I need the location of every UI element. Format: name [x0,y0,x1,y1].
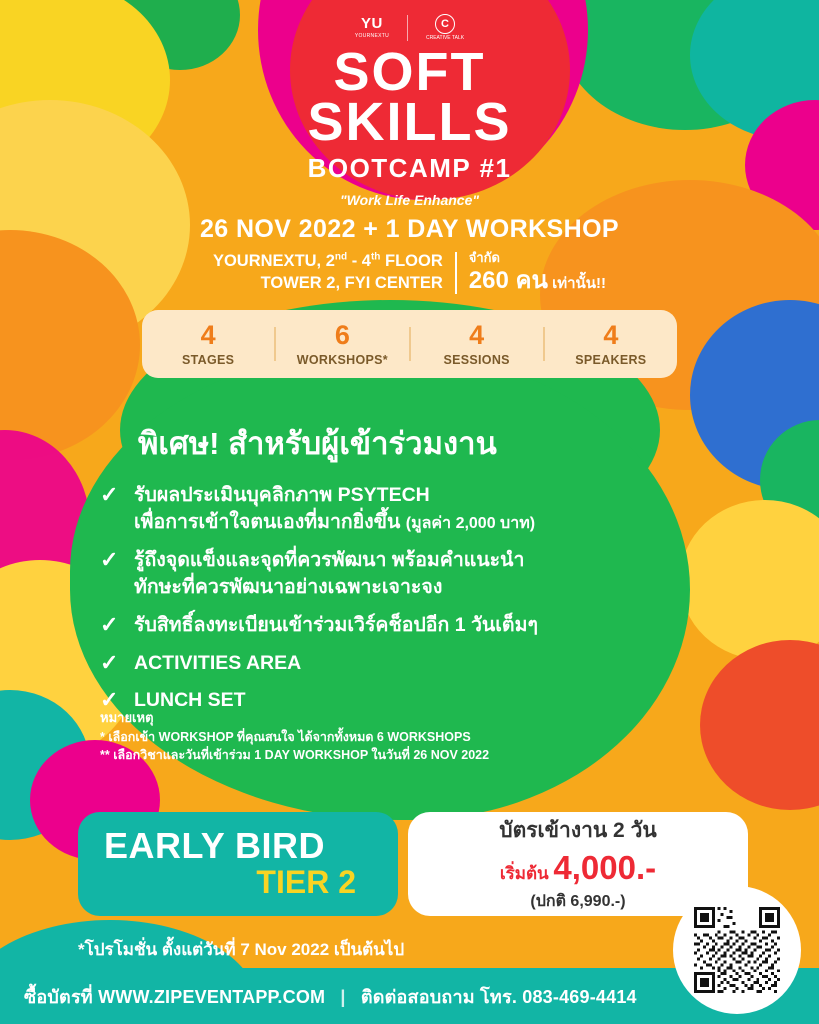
benefit-line-1: รู้ถึงจุดแข็งและจุดที่ควรพัฒนา พร้อมคำแนะนำ [134,548,525,571]
list-item [100,612,819,639]
stat-workshops-number: 6 [334,319,350,350]
venue-line-1: YOURNEXTU, 2nd - 4th FLOOR [212,251,443,270]
benefit-line-2: ทักษะที่ควรพัฒนาอย่างเฉพาะเจาะจง [134,575,443,598]
stat-stages-label: STAGES [181,352,235,367]
title-line-1: SOFT [333,42,486,102]
footer-separator: | [340,986,346,1007]
benefit-text [134,482,535,536]
logo-yournextu [355,16,389,39]
buy-link[interactable]: ซื้อบัตรที่ WWW.ZIPEVENTAPP.COM [24,986,326,1007]
ticket-label: บัตรเข้างาน 2 วัน [499,819,657,842]
title-tagline: "Work Life Enhance" [339,192,480,209]
list-item [100,687,819,714]
qr-code-badge[interactable] [673,886,801,1014]
stat-speakers-number: 4 [603,319,619,350]
stat-speakers-label: SPEAKERS [575,352,647,367]
benefit-text [134,612,538,639]
check-icon: ✓ [100,649,119,675]
price-amount: 4,000.- [553,849,657,886]
venue-row [0,250,819,296]
benefit-note: (มูลค่า 2,000 บาท) [405,514,536,532]
footer-contact [24,982,637,1011]
capacity-value: 260 คน เท่านั้น!! [468,267,607,295]
price-normal: (ปกติ 6,990.-) [530,893,626,910]
stat-workshops [276,319,408,367]
venue-line-2: TOWER 2, FYI CENTER [260,274,443,293]
stat-workshops-label: WORKSHOPS* [296,352,388,367]
early-bird-badge [78,812,398,916]
benefit-line-2: เพื่อการเข้าใจตนเองที่มากยิ่งขึ้น (มูลค่า 2,000 บาท) [134,510,536,533]
logo-creativetalk-label: CREATIVE TALK [426,35,465,41]
early-bird-tier: TIER 2 [256,863,356,900]
stat-stages [142,319,274,367]
poster-title [0,42,819,209]
event-date: 26 NOV 2022 + 1 DAY WORKSHOP [199,215,619,243]
benefit-line-1: รับผลประเมินบุคลิกภาพ PSYTECH [134,484,430,506]
price-value: เริ่มต้น 4,000.- [499,849,657,886]
stat-sessions-number: 4 [469,319,485,350]
check-icon: ✓ [100,482,119,507]
list-item [100,547,819,601]
logo-divider [407,15,408,41]
capacity-block [457,250,606,296]
title-line-3: BOOTCAMP #1 [307,153,512,184]
capacity-label: จำกัด [468,250,500,265]
logo-creativetalk [426,14,464,42]
benefit-text [134,547,524,601]
benefit-text: ACTIVITIES AREA [134,651,302,674]
logo-yournextu-mark: YU [361,15,383,33]
special-heading: พิเศษ! สำหรับผู้เข้าร่วมงาน [138,426,497,461]
special-section [0,418,819,725]
stat-sessions-label: SESSIONS [443,352,510,367]
logo-yournextu-label: YOURNEXTU [354,33,389,40]
remark-line-2: ** เลือกวิชาและวันที่เข้าร่วม 1 DAY WORKSHOP ในวันที่ 26 NOV 2022 [100,748,490,763]
benefit-line-1: รับสิทธิ์ลงทะเบียนเข้าร่วมเวิร์คช็อปอีก 1 วันเต็มๆ [134,613,538,636]
stat-stages-number: 4 [200,319,216,350]
stat-speakers [545,319,677,367]
event-details [0,215,819,296]
contact-phone[interactable]: ติดต่อสอบถาม โทร. 083-469-4414 [360,986,637,1007]
logo-creativetalk-mark: C [435,14,455,34]
stats-pill [142,310,677,378]
early-bird-title: EARLY BIRD [104,824,326,866]
check-icon: ✓ [100,687,119,713]
promo-note: *โปรโมชั่น ตั้งแต่วันที่ 7 Nov 2022 เป็นต้นไป [78,940,405,959]
benefit-text: LUNCH SET [134,689,246,712]
title-line-2: SKILLS [307,91,512,152]
list-item [100,650,819,677]
check-icon: ✓ [100,546,119,572]
venue-address [213,250,455,296]
remark-line-1: * เลือกเข้า WORKSHOP ที่คุณสนใจ ได้จากทั้งหมด 6 WORKSHOPS [100,729,471,744]
check-icon: ✓ [100,611,119,637]
remark-title: หมายเหตุ [100,710,154,725]
qr-code-icon [694,907,780,993]
logo-row [0,14,819,42]
stat-sessions [411,319,543,367]
list-item [100,482,819,536]
benefit-list [0,482,819,714]
